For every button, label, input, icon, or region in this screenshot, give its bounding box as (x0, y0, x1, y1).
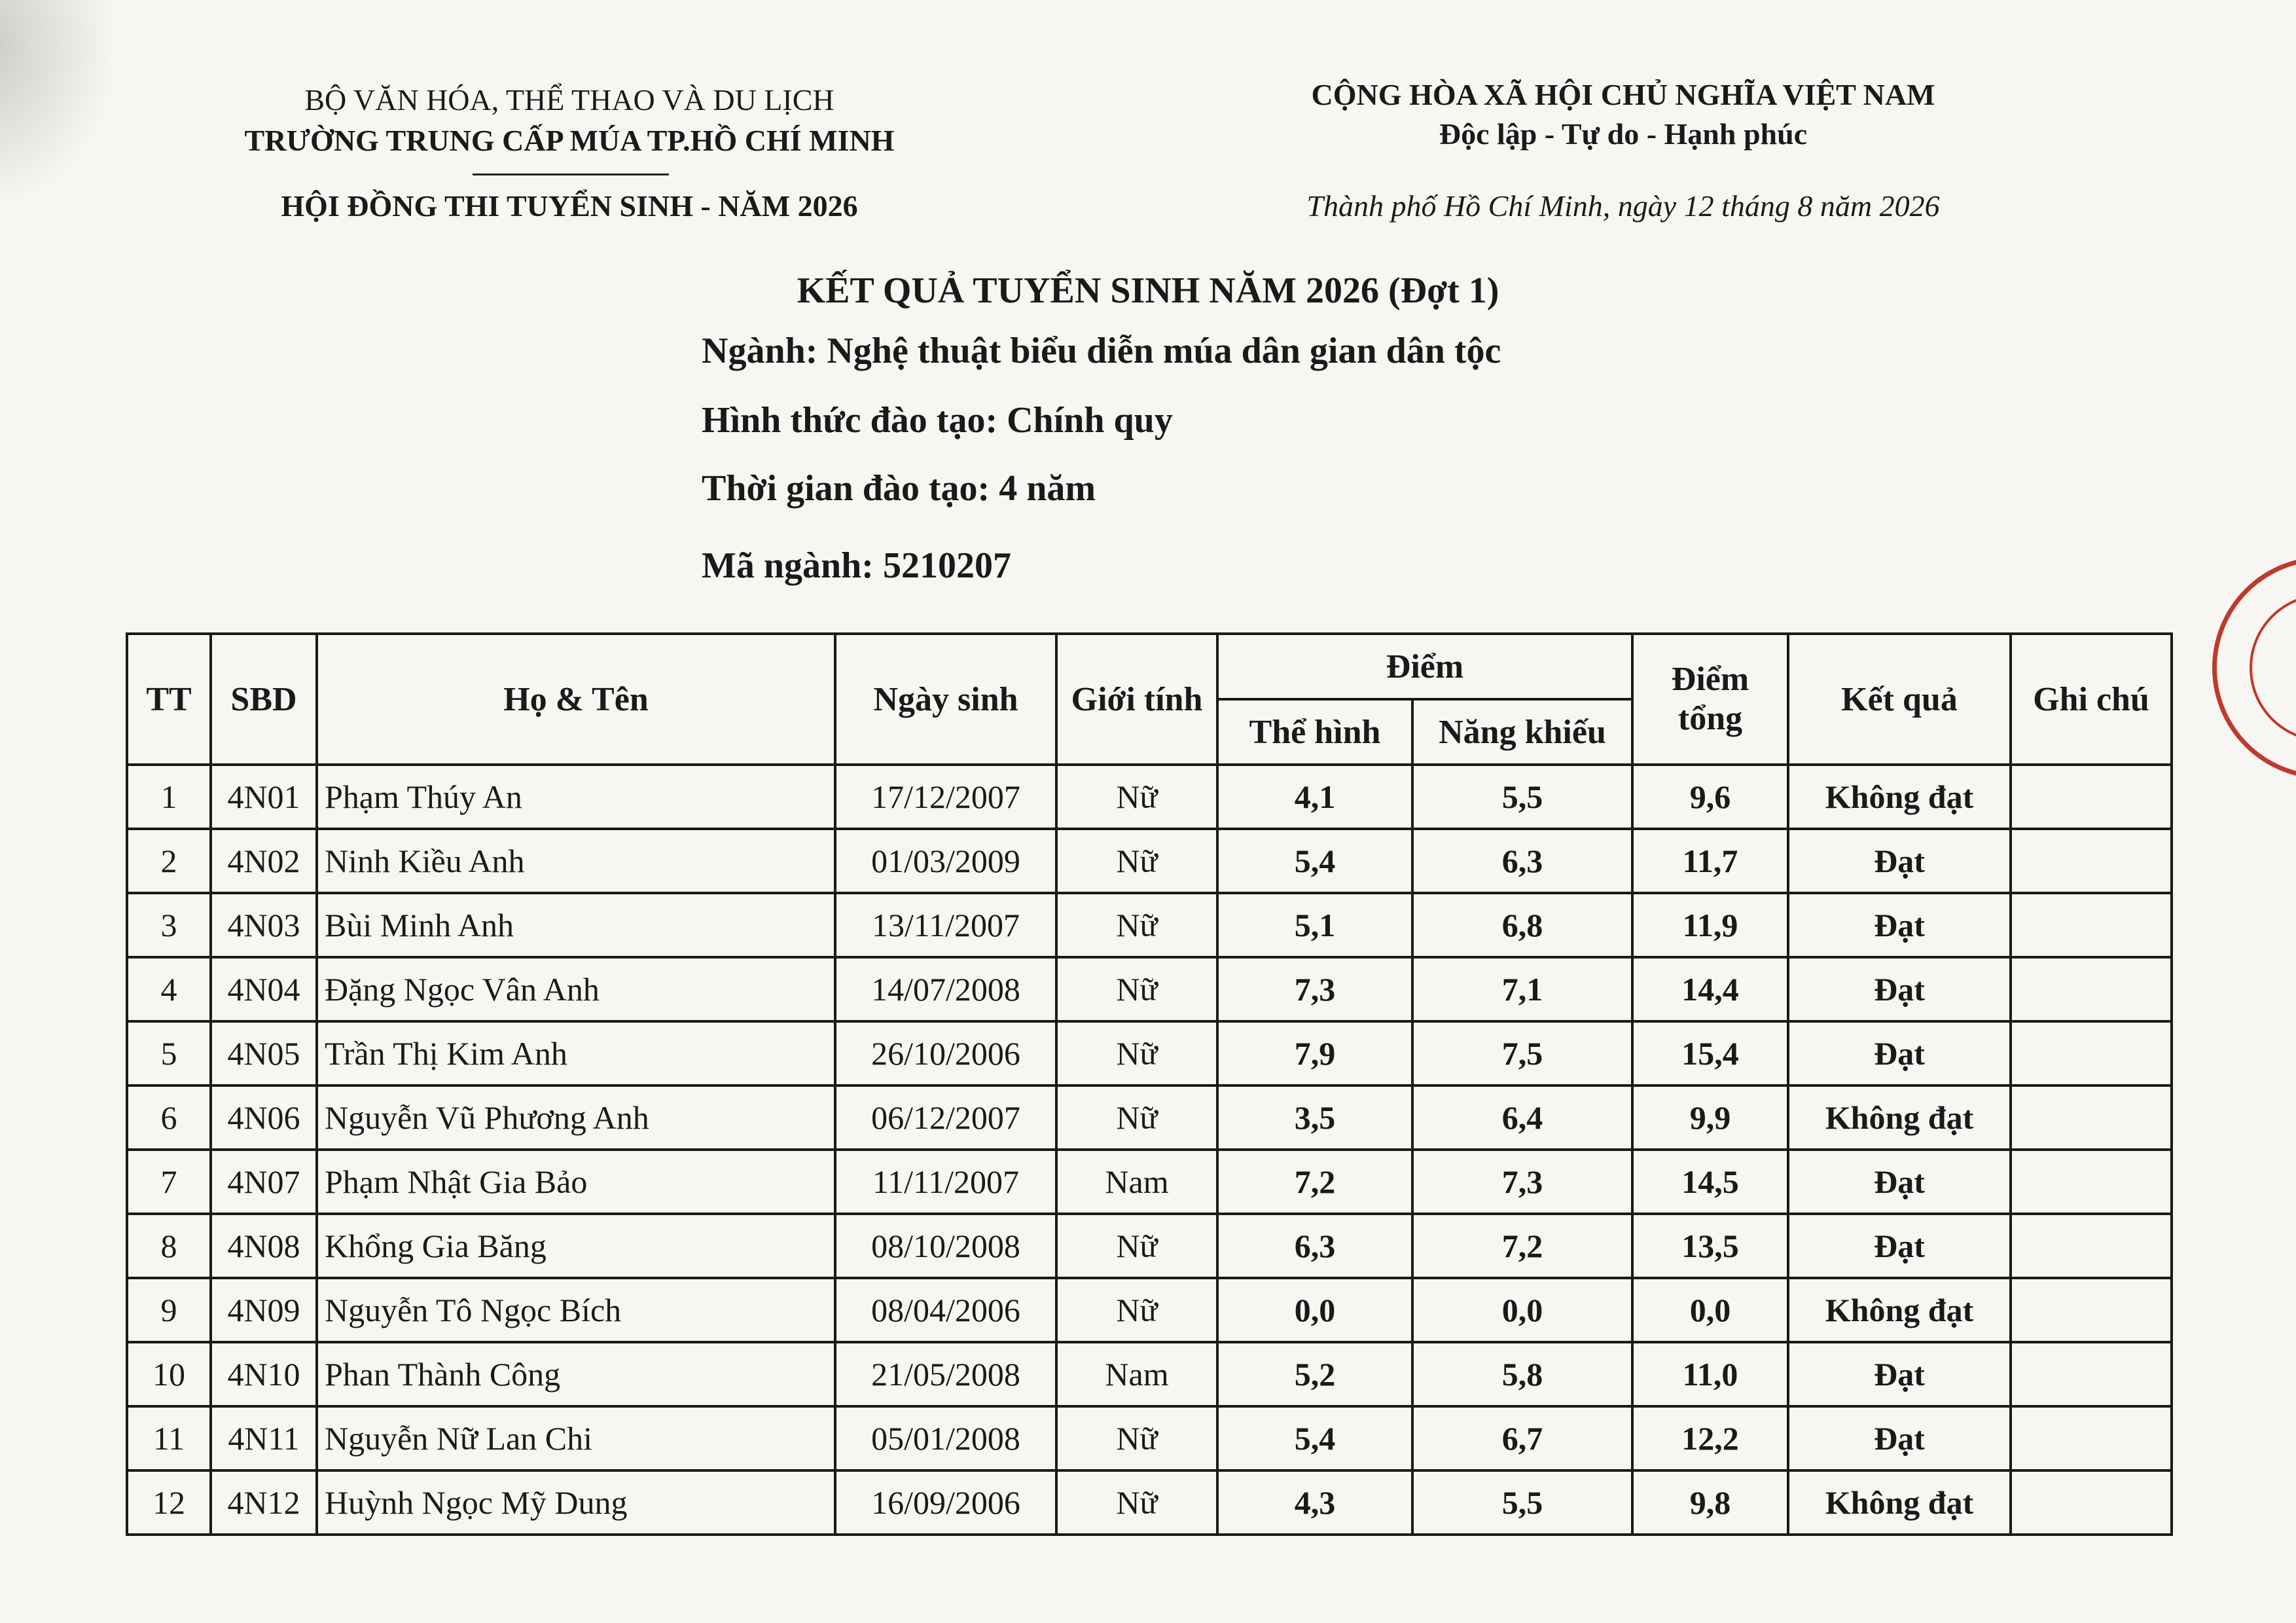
header-result: Kết quả (1788, 634, 2011, 765)
cell-sbd: 4N08 (211, 1214, 317, 1278)
cell-talent: 7,3 (1412, 1150, 1632, 1214)
table-row (127, 1085, 2172, 1150)
cell-tt: 5 (127, 1021, 211, 1085)
cell-talent: 6,3 (1412, 829, 1632, 893)
cell-total: 9,6 (1632, 765, 1788, 829)
header-gender: Giới tính (1056, 634, 1217, 765)
document-title: KẾT QUẢ TUYỂN SINH NĂM 2026 (Đợt 1) (797, 270, 1499, 311)
cell-tt: 7 (127, 1150, 211, 1214)
cell-result: Không đạt (1788, 1470, 2011, 1535)
cell-sbd: 4N02 (211, 829, 317, 893)
cell-talent: 6,8 (1412, 893, 1632, 957)
table-row (127, 1342, 2172, 1406)
cell-gender: Nam (1056, 1342, 1217, 1406)
school-name: TRƯỜNG TRUNG CẤP MÚA TP.HỒ CHÍ MINH (244, 124, 895, 157)
cell-sbd: 4N01 (211, 765, 317, 829)
cell-gender: Nữ (1056, 765, 1217, 829)
cell-dob: 21/05/2008 (835, 1342, 1056, 1406)
cell-dob: 26/10/2006 (835, 1021, 1056, 1085)
country-name: CỘNG HÒA XÃ HỘI CHỦ NGHĨA VIỆT NAM (1311, 78, 1935, 111)
cell-tt: 4 (127, 957, 211, 1021)
header-sbd: SBD (211, 634, 317, 765)
cell-total: 12,2 (1632, 1406, 1788, 1470)
cell-note (2011, 1406, 2172, 1470)
cell-tt: 2 (127, 829, 211, 893)
cell-physique: 5,4 (1217, 1406, 1412, 1470)
council-name: HỘI ĐỒNG THI TUYỂN SINH - NĂM 2026 (281, 189, 858, 223)
cell-gender: Nữ (1056, 1406, 1217, 1470)
cell-result: Không đạt (1788, 765, 2011, 829)
cell-talent: 6,4 (1412, 1085, 1632, 1150)
cell-physique: 0,0 (1217, 1278, 1412, 1342)
cell-talent: 5,5 (1412, 1470, 1632, 1535)
training-form-line: Hình thức đào tạo: Chính quy (702, 400, 1173, 441)
cell-gender: Nữ (1056, 1278, 1217, 1342)
training-duration-line: Thời gian đào tạo: 4 năm (702, 468, 1096, 509)
cell-sbd: 4N04 (211, 957, 317, 1021)
cell-tt: 6 (127, 1085, 211, 1150)
cell-tt: 3 (127, 893, 211, 957)
cell-sbd: 4N10 (211, 1342, 317, 1406)
cell-total: 14,5 (1632, 1150, 1788, 1214)
cell-physique: 5,4 (1217, 829, 1412, 893)
cell-total: 0,0 (1632, 1278, 1788, 1342)
cell-dob: 11/11/2007 (835, 1150, 1056, 1214)
cell-note (2011, 957, 2172, 1021)
table-row (127, 765, 2172, 829)
results-table (126, 632, 2173, 1536)
cell-result: Đạt (1788, 1021, 2011, 1085)
cell-name: Phan Thành Công (317, 1342, 835, 1406)
header-note: Ghi chú (2011, 634, 2172, 765)
place-date: Thành phố Hồ Chí Minh, ngày 12 tháng 8 năm 2026 (1306, 189, 1940, 223)
cell-gender: Nữ (1056, 829, 1217, 893)
cell-total: 11,0 (1632, 1342, 1788, 1406)
cell-sbd: 4N05 (211, 1021, 317, 1085)
header-dob: Ngày sinh (835, 634, 1056, 765)
cell-talent: 7,5 (1412, 1021, 1632, 1085)
cell-gender: Nữ (1056, 1085, 1217, 1150)
header-tt: TT (127, 634, 211, 765)
cell-result: Không đạt (1788, 1085, 2011, 1150)
cell-dob: 06/12/2007 (835, 1085, 1056, 1150)
header-score: Điểm (1217, 634, 1632, 699)
major-line: Ngành: Nghệ thuật biểu diễn múa dân gian dân tộc (702, 331, 1501, 371)
cell-note (2011, 893, 2172, 957)
cell-dob: 14/07/2008 (835, 957, 1056, 1021)
cell-physique: 3,5 (1217, 1085, 1412, 1150)
cell-note (2011, 829, 2172, 893)
cell-physique: 6,3 (1217, 1214, 1412, 1278)
cell-physique: 5,2 (1217, 1342, 1412, 1406)
header-talent: Năng khiếu (1412, 699, 1632, 765)
cell-physique: 7,3 (1217, 957, 1412, 1021)
cell-name: Phạm Thúy An (317, 765, 835, 829)
cell-dob: 01/03/2009 (835, 829, 1056, 893)
header-total: Điểm tổng (1632, 634, 1788, 765)
cell-physique: 4,3 (1217, 1470, 1412, 1535)
cell-name: Nguyễn Vũ Phương Anh (317, 1085, 835, 1150)
cell-dob: 16/09/2006 (835, 1470, 1056, 1535)
official-seal-icon (2212, 556, 2296, 779)
cell-gender: Nữ (1056, 1021, 1217, 1085)
header-physique: Thể hình (1217, 699, 1412, 765)
cell-name: Trần Thị Kim Anh (317, 1021, 835, 1085)
table-row (127, 1214, 2172, 1278)
cell-total: 9,8 (1632, 1470, 1788, 1535)
cell-result: Đạt (1788, 893, 2011, 957)
table-row (127, 957, 2172, 1021)
cell-talent: 7,2 (1412, 1214, 1632, 1278)
cell-name: Ninh Kiều Anh (317, 829, 835, 893)
ministry-name: BỘ VĂN HÓA, THỂ THAO VÀ DU LỊCH (304, 83, 834, 117)
table-row (127, 1021, 2172, 1085)
cell-tt: 8 (127, 1214, 211, 1278)
cell-total: 11,9 (1632, 893, 1788, 957)
cell-sbd: 4N03 (211, 893, 317, 957)
cell-name: Bùi Minh Anh (317, 893, 835, 957)
cell-gender: Nữ (1056, 1470, 1217, 1535)
scan-shadow (0, 0, 118, 210)
cell-note (2011, 1278, 2172, 1342)
cell-sbd: 4N06 (211, 1085, 317, 1150)
cell-result: Đạt (1788, 1214, 2011, 1278)
cell-physique: 4,1 (1217, 765, 1412, 829)
cell-note (2011, 1342, 2172, 1406)
cell-note (2011, 765, 2172, 829)
cell-note (2011, 1085, 2172, 1150)
cell-sbd: 4N09 (211, 1278, 317, 1342)
cell-note (2011, 1214, 2172, 1278)
cell-name: Khổng Gia Băng (317, 1214, 835, 1278)
cell-name: Phạm Nhật Gia Bảo (317, 1150, 835, 1214)
cell-gender: Nữ (1056, 1214, 1217, 1278)
cell-tt: 12 (127, 1470, 211, 1535)
cell-sbd: 4N07 (211, 1150, 317, 1214)
table-row (127, 1406, 2172, 1470)
cell-gender: Nữ (1056, 957, 1217, 1021)
cell-talent: 5,8 (1412, 1342, 1632, 1406)
cell-tt: 1 (127, 765, 211, 829)
cell-result: Đạt (1788, 957, 2011, 1021)
cell-physique: 7,9 (1217, 1021, 1412, 1085)
table-row (127, 1150, 2172, 1214)
cell-name: Nguyễn Tô Ngọc Bích (317, 1278, 835, 1342)
major-code-line: Mã ngành: 5210207 (702, 545, 1011, 586)
cell-sbd: 4N11 (211, 1406, 317, 1470)
cell-result: Đạt (1788, 829, 2011, 893)
table-row (127, 1470, 2172, 1535)
cell-physique: 7,2 (1217, 1150, 1412, 1214)
cell-name: Nguyễn Nữ Lan Chi (317, 1406, 835, 1470)
cell-tt: 11 (127, 1406, 211, 1470)
cell-dob: 08/04/2006 (835, 1278, 1056, 1342)
cell-total: 14,4 (1632, 957, 1788, 1021)
cell-gender: Nam (1056, 1150, 1217, 1214)
cell-tt: 10 (127, 1342, 211, 1406)
cell-result: Đạt (1788, 1406, 2011, 1470)
cell-note (2011, 1470, 2172, 1535)
cell-talent: 6,7 (1412, 1406, 1632, 1470)
table-row (127, 829, 2172, 893)
cell-result: Đạt (1788, 1150, 2011, 1214)
cell-talent: 0,0 (1412, 1278, 1632, 1342)
cell-talent: 7,1 (1412, 957, 1632, 1021)
table-row (127, 893, 2172, 957)
cell-dob: 05/01/2008 (835, 1406, 1056, 1470)
cell-name: Huỳnh Ngọc Mỹ Dung (317, 1470, 835, 1535)
cell-physique: 5,1 (1217, 893, 1412, 957)
header-left-rule (473, 173, 669, 175)
cell-tt: 9 (127, 1278, 211, 1342)
cell-total: 13,5 (1632, 1214, 1788, 1278)
cell-dob: 13/11/2007 (835, 893, 1056, 957)
table-row (127, 1278, 2172, 1342)
national-motto: Độc lập - Tự do - Hạnh phúc (1439, 117, 1808, 151)
cell-result: Không đạt (1788, 1278, 2011, 1342)
cell-note (2011, 1150, 2172, 1214)
header-name: Họ & Tên (317, 634, 835, 765)
cell-dob: 08/10/2008 (835, 1214, 1056, 1278)
cell-sbd: 4N12 (211, 1470, 317, 1535)
cell-result: Đạt (1788, 1342, 2011, 1406)
cell-total: 9,9 (1632, 1085, 1788, 1150)
cell-total: 15,4 (1632, 1021, 1788, 1085)
cell-note (2011, 1021, 2172, 1085)
cell-name: Đặng Ngọc Vân Anh (317, 957, 835, 1021)
cell-gender: Nữ (1056, 893, 1217, 957)
cell-dob: 17/12/2007 (835, 765, 1056, 829)
cell-total: 11,7 (1632, 829, 1788, 893)
cell-talent: 5,5 (1412, 765, 1632, 829)
